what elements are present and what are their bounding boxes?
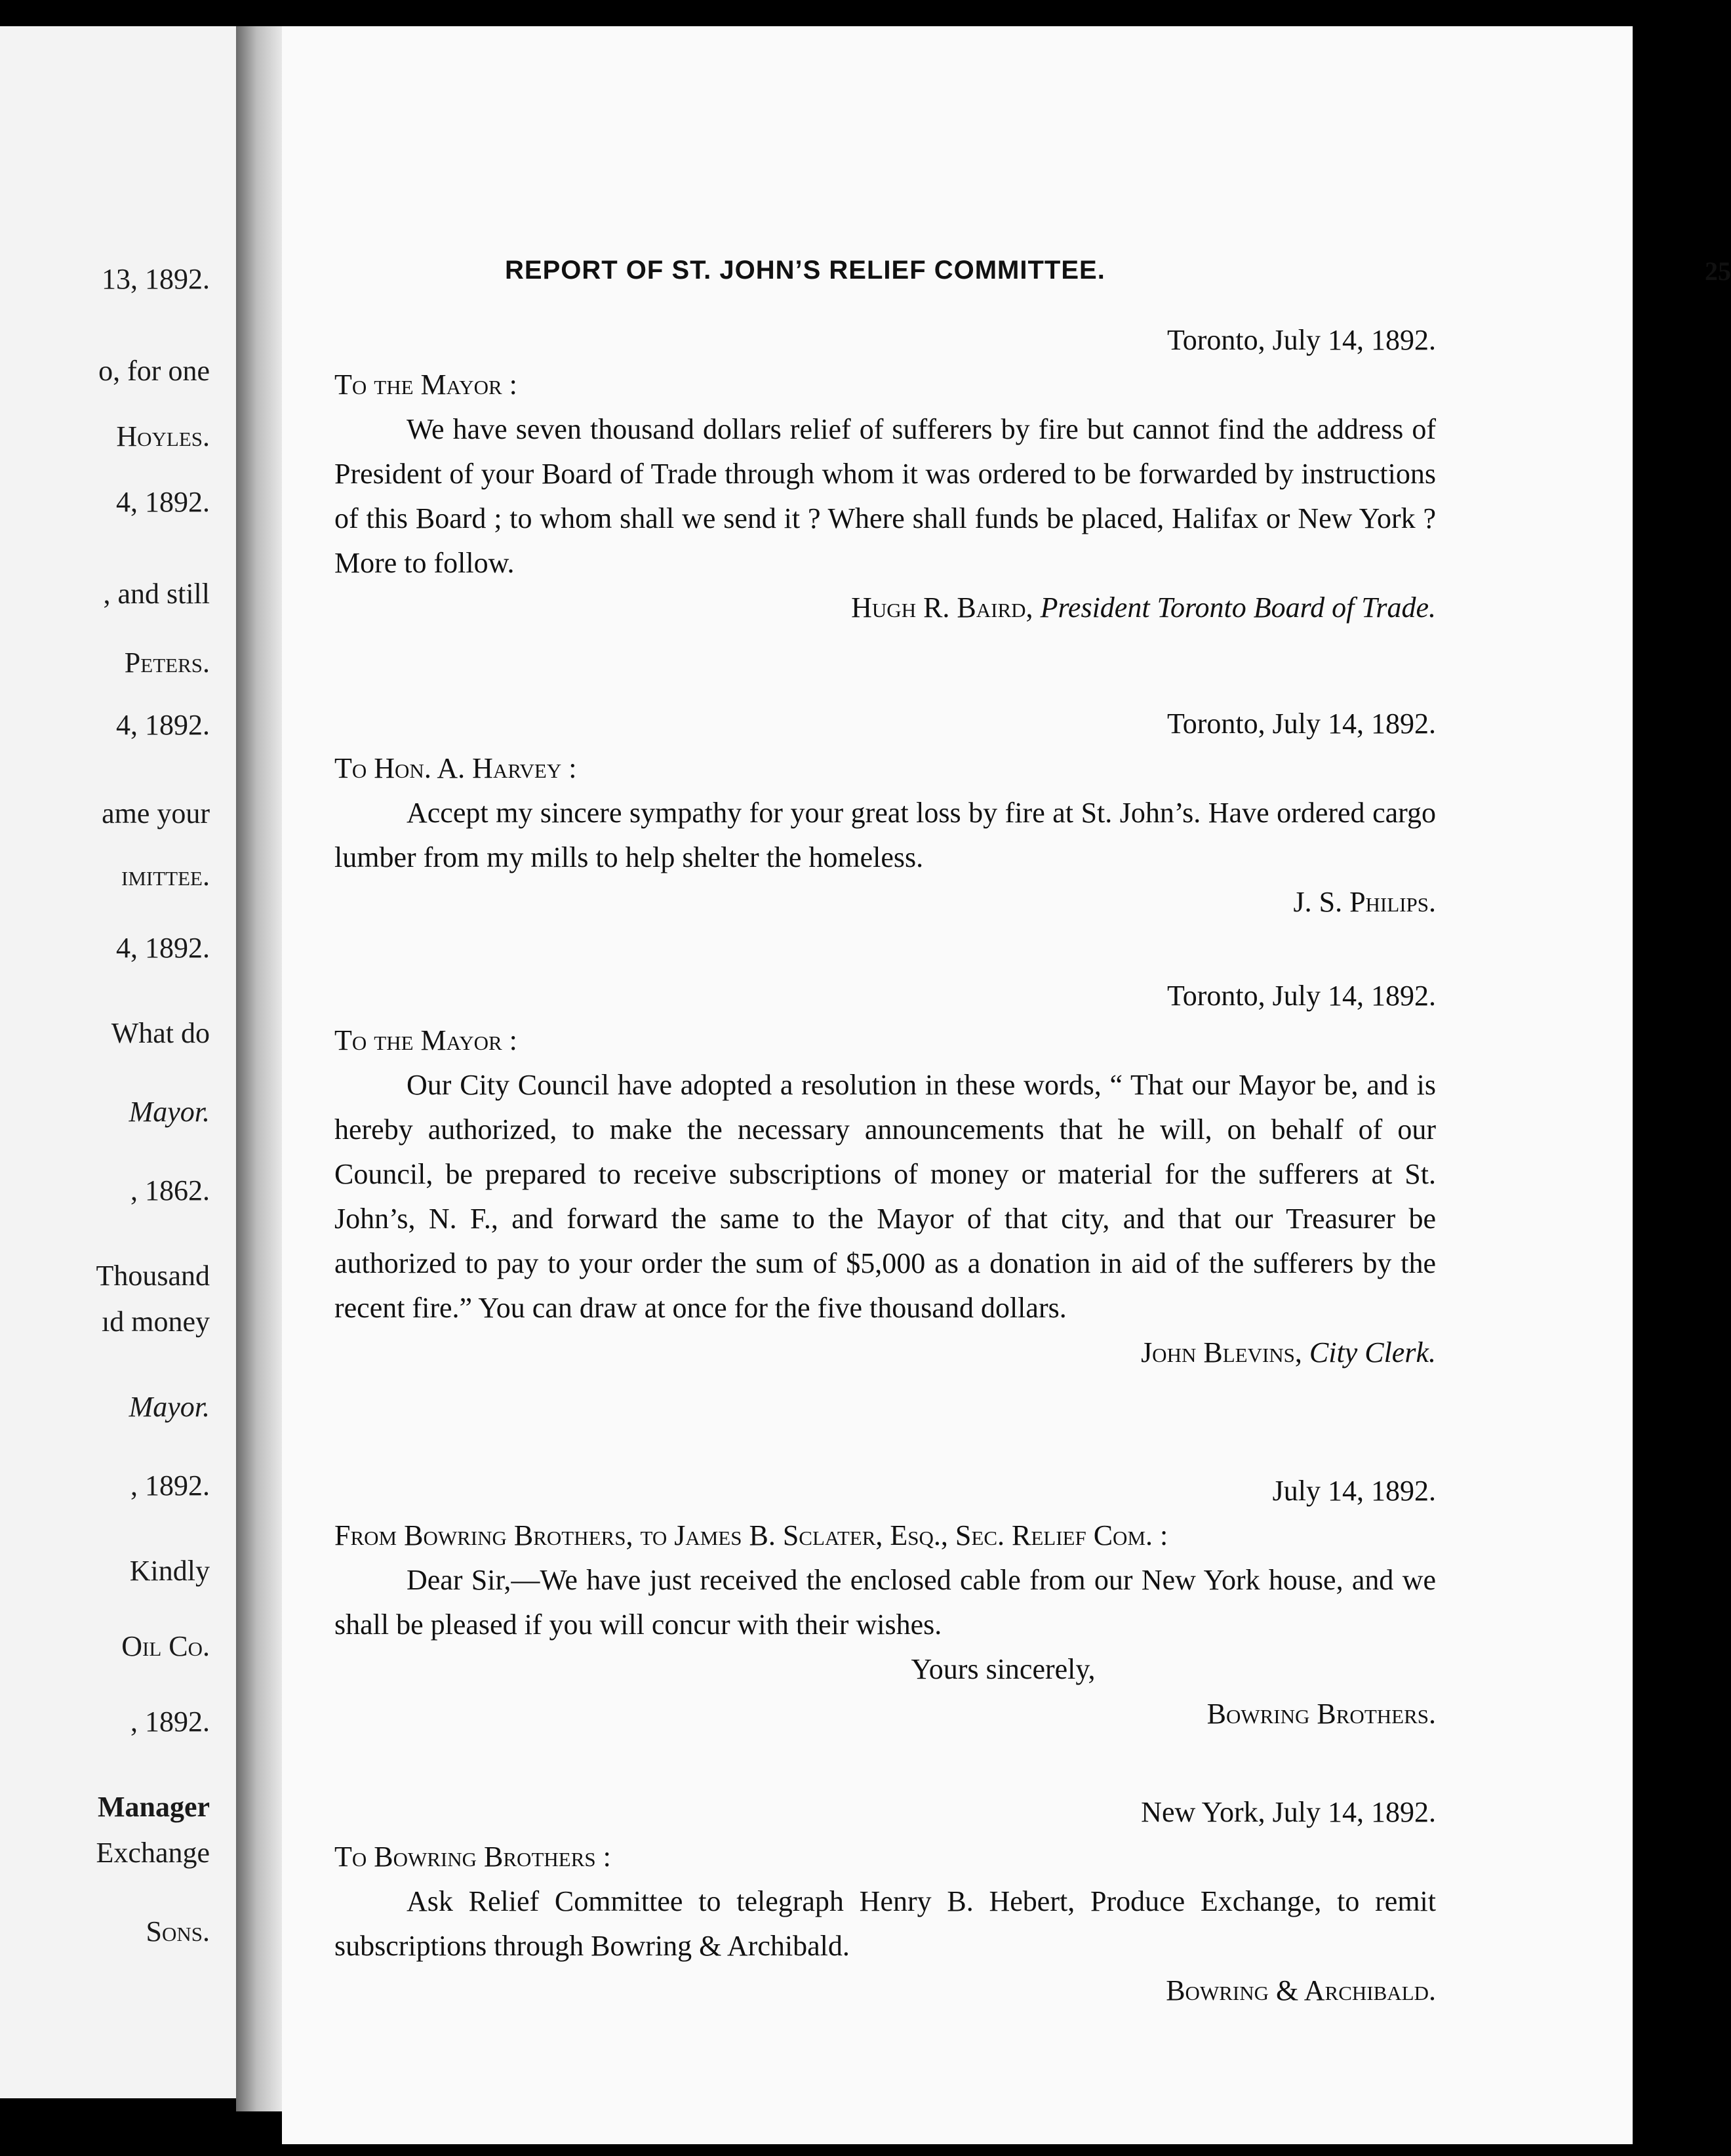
left-page-fragment: Peters.: [124, 647, 210, 679]
left-page-fragment: o, for one: [98, 355, 210, 387]
running-header: [505, 256, 1731, 295]
left-page-edge: [0, 26, 236, 2098]
signature-name: J. S. Philips.: [1293, 886, 1436, 918]
closing: Yours sincerely,: [911, 1653, 1096, 1685]
signature-title: City Clerk.: [1309, 1336, 1436, 1368]
dateline: Toronto, July 14, 1892.: [1166, 324, 1436, 356]
letter-4: [334, 1469, 1436, 1736]
address: To the Mayor :: [334, 369, 517, 401]
signature-name: Hugh R. Baird,: [851, 591, 1033, 624]
left-page-fragment: Mayor.: [129, 1096, 210, 1128]
letter-5: [334, 1790, 1436, 2013]
letter-body: Our City Council have adopted a resolution in these words, “ That our Mayor be, and is hereby authorized, to make the necessary announcements that he will, on behalf of our Council, be prepared to receive subscriptions of money or material for the sufferers at St. John’s, N. F., and forward the same to the Mayor of that city, and that our Treasurer be authorized to pay to your order the sum of $5,000 as a donation in aid of the sufferers by the recent fire.” You can draw at once for the five thousand dollars.: [334, 1069, 1436, 1324]
signature: [334, 1692, 1436, 1736]
signature: [334, 1968, 1436, 2013]
left-page-fragment: , 1892.: [130, 1469, 210, 1502]
address: To Hon. A. Harvey :: [334, 752, 577, 784]
right-page: [282, 26, 1731, 2144]
letter-body: Accept my sincere sympathy for your great loss by fire at St. John’s. Have ordered cargo lumber from my mills to help shelter the homeless.: [334, 797, 1436, 873]
left-page-fragment: Sons.: [146, 1915, 210, 1947]
left-page-fragment: 4, 1892.: [116, 486, 210, 518]
signature-name: Bowring Brothers.: [1206, 1698, 1436, 1730]
left-page-fragment: Thousand: [96, 1260, 210, 1292]
left-page-fragment: ame your: [102, 797, 210, 829]
signature: [334, 586, 1436, 630]
letter-body: We have seven thousand dollars relief of sufferers by fire but cannot find the address of President of your Board of Trade through whom it was ordered to be forwarded by instructions of this Board ; to whom shall we send it ? Where shall funds be placed, Halifax or New York ? More to follow.: [334, 413, 1436, 579]
left-page-fragment: , 1892.: [130, 1706, 210, 1738]
left-page-fragment: imittee.: [121, 860, 210, 892]
left-page-fragment: 13, 1892.: [102, 263, 210, 295]
left-page-fragment: , 1862.: [130, 1174, 210, 1207]
left-page-fragment: 4, 1892.: [116, 709, 210, 741]
left-page-fragment: What do: [111, 1017, 210, 1049]
signature: [334, 1330, 1436, 1375]
left-page-fragment: Hoyles.: [116, 420, 210, 452]
dateline: Toronto, July 14, 1892.: [1166, 708, 1436, 740]
address: From Bowring Brothers, to James B. Sclater, Esq., Sec. Relief Com. :: [334, 1519, 1168, 1551]
letter-body: Dear Sir,—We have just received the enclosed cable from our New York house, and we shall be pleased if you will concur with their wishes.: [334, 1564, 1436, 1641]
signature: [334, 880, 1436, 925]
signature-name: Bowring & Archibald.: [1166, 1974, 1436, 2006]
left-page-fragment: Mayor.: [129, 1391, 210, 1423]
left-page-fragment: Oil Co.: [121, 1630, 210, 1662]
left-page-fragment: Exchange: [96, 1837, 210, 1869]
letter-1: [334, 318, 1436, 630]
left-page-fragment: , and still: [103, 578, 210, 610]
address: To the Mayor :: [334, 1024, 517, 1056]
dateline: New York, July 14, 1892.: [1141, 1796, 1436, 1828]
left-page-fragment: Kindly: [129, 1555, 210, 1587]
left-page-fragment: 4, 1892.: [116, 932, 210, 964]
letter-2: [334, 702, 1436, 925]
dateline: July 14, 1892.: [1272, 1475, 1436, 1507]
letter-body: Ask Relief Committee to telegraph Henry B. Hebert, Produce Exchange, to remit subscriptions through Bowring & Archibald.: [334, 1885, 1436, 1962]
signature-name: John Blevins,: [1141, 1336, 1302, 1368]
signature-title: President Toronto Board of Trade.: [1040, 591, 1436, 624]
page-title: REPORT OF ST. JOHN’S RELIEF COMMITTEE.: [505, 256, 1105, 285]
dateline: Toronto, July 14, 1892.: [1166, 980, 1436, 1012]
letter-3: [334, 974, 1436, 1375]
left-page-fragment: Manager: [97, 1791, 210, 1823]
address: To Bowring Brothers :: [334, 1841, 611, 1873]
page-number: 25: [1705, 256, 1731, 286]
left-page-fragment: ıd money: [102, 1306, 210, 1338]
book-gutter: [236, 26, 282, 2111]
